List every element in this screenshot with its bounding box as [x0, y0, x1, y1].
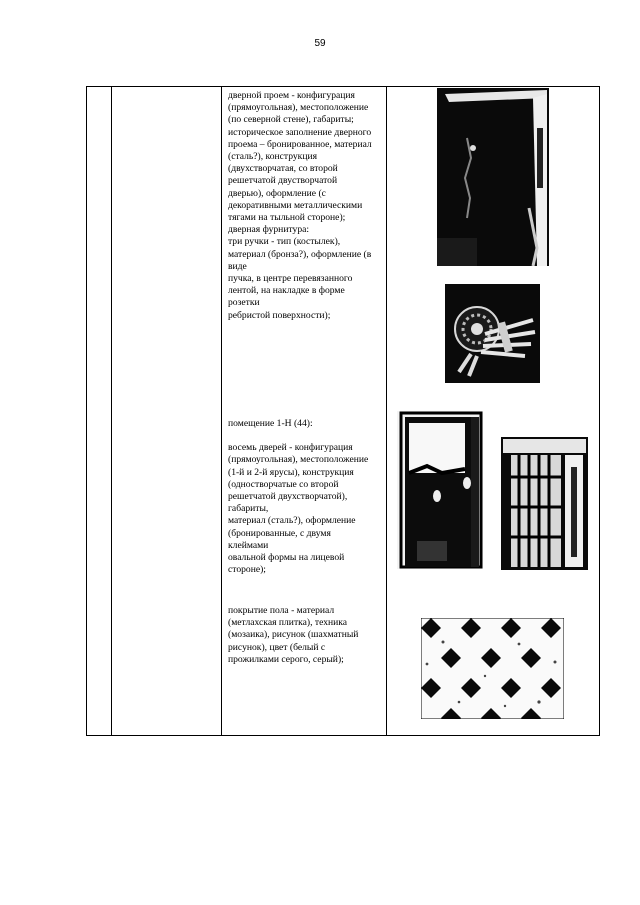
- column-divider-1: [111, 87, 112, 735]
- text-line: материал (сталь?), оформление: [228, 515, 356, 527]
- text-line: (двухстворчатая, со второй: [228, 163, 338, 175]
- text-line: (по северной стене), габариты;: [228, 114, 354, 126]
- door-handle-photo: [445, 284, 540, 383]
- text-line: пучка, в центре перевязанного: [228, 273, 353, 285]
- column-divider-2: [221, 87, 222, 735]
- text-line: три ручки - тип (костылек),: [228, 236, 341, 248]
- text-line: дверной проем - конфигурация: [228, 90, 355, 101]
- entry-room-doors: [228, 418, 382, 576]
- text-line: дверью), оформление (с: [228, 187, 326, 199]
- entry-door-description: [228, 90, 382, 322]
- text-line: декоративными металлическими: [228, 199, 363, 211]
- text-line: историческое заполнение дверного: [228, 126, 372, 138]
- text-line: (прямоугольная), местоположение: [228, 454, 369, 466]
- text-line: дверная фурнитура:: [228, 224, 310, 236]
- floor-tiles-photo: [421, 618, 564, 719]
- text-line: (мозаика), рисунок (шахматный: [228, 629, 359, 641]
- text-line: (сталь?), конструкция: [228, 151, 317, 163]
- text-line: рисунок), цвет (белый с: [228, 641, 326, 653]
- door-tier-2-photo: [501, 437, 588, 570]
- column-divider-3: [386, 87, 387, 735]
- text-line: виде: [228, 260, 247, 272]
- text-line: лентой, на накладке в форме: [228, 285, 345, 297]
- text-line: клеймами: [228, 539, 269, 551]
- entry-floor-covering: [228, 605, 382, 666]
- text-line: габариты,: [228, 503, 269, 515]
- text-line: решетчатой двухстворчатой),: [228, 491, 348, 503]
- text-line: (метлахская плитка), техника: [228, 617, 348, 629]
- text-line: розетки: [228, 297, 260, 309]
- door-photo: [437, 88, 549, 266]
- text-line: тягами на тыльной стороне);: [228, 212, 346, 224]
- text-line: прожилками серого, серый);: [228, 653, 344, 665]
- text-line: овальной формы на лицевой: [228, 552, 345, 564]
- text-line: ребристой поверхности);: [228, 309, 331, 321]
- door-tier-1-photo: [397, 411, 483, 569]
- text-line: (бронированные, с двумя: [228, 527, 331, 539]
- page-number: 59: [314, 38, 326, 49]
- text-line: проема – бронированное, материал: [228, 138, 372, 150]
- text-line: (одностворчатые со второй: [228, 478, 339, 490]
- text-line: решетчатой двустворчатой: [228, 175, 338, 187]
- text-line: (прямоугольная), местоположение: [228, 102, 369, 114]
- text-line: восемь дверей - конфигурация: [228, 442, 353, 454]
- text-line: (1-й и 2-й ярусы), конструкция: [228, 466, 354, 478]
- room-heading: помещение 1-Н (44):: [228, 418, 313, 429]
- text-line: стороне);: [228, 564, 266, 576]
- text-line: материал (бронза?), оформление (в: [228, 248, 372, 260]
- text-line: покрытие пола - материал: [228, 605, 335, 616]
